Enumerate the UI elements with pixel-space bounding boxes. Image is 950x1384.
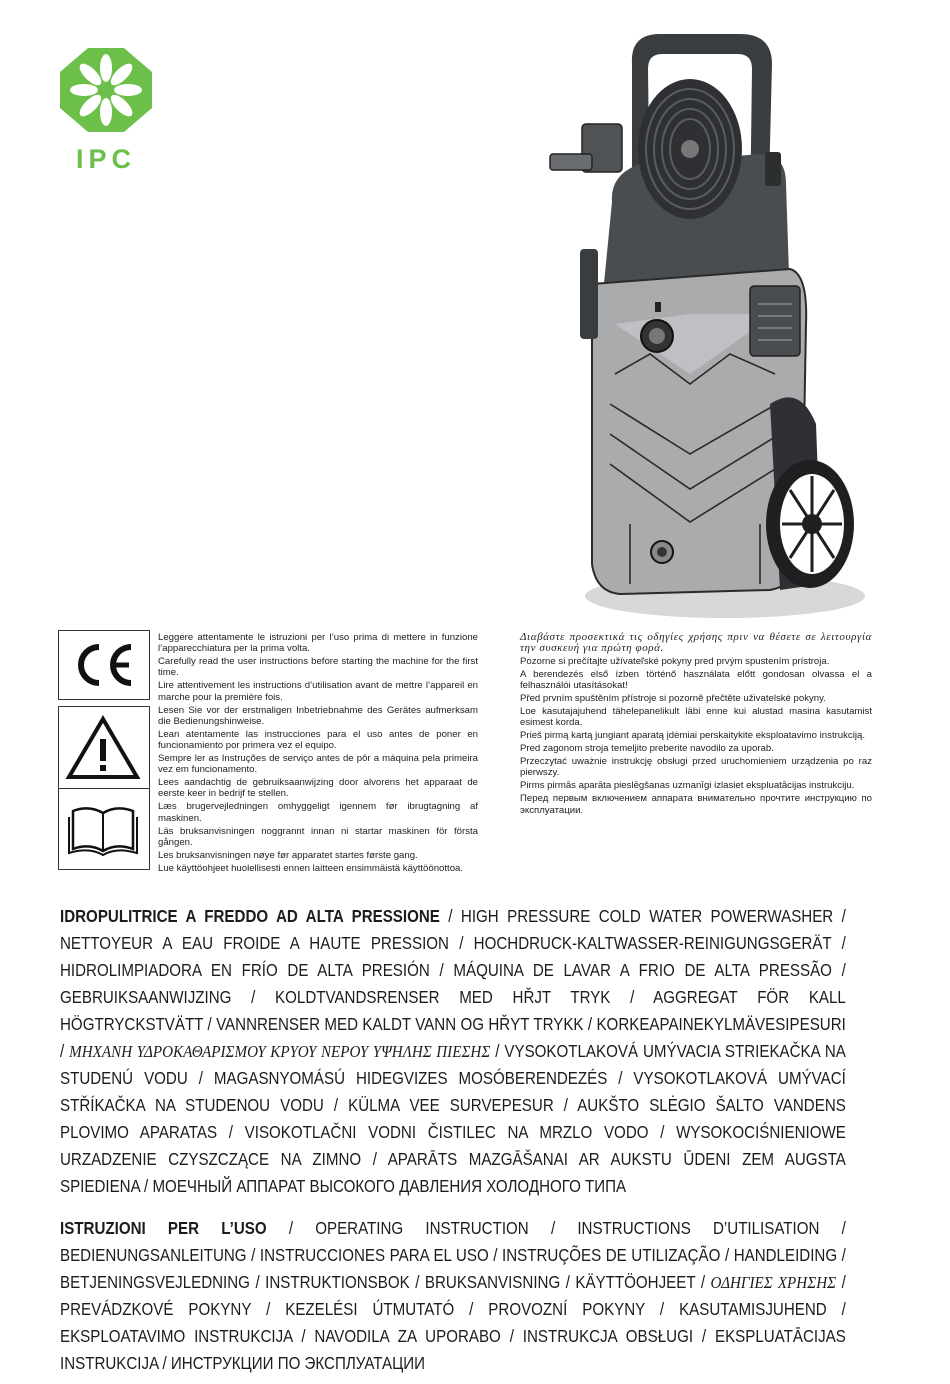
read-manual-book-icon xyxy=(59,789,148,869)
warning-es: Lean atentamente las instrucciones para el uso antes de poner en funcionamiento por primera vez el equipo. xyxy=(158,728,478,752)
warning-fi: Lue käyttöohjeet huolellisesti ennen laitteen ensimmäistä käyttöönottoa. xyxy=(158,862,464,874)
manual-box xyxy=(58,788,150,870)
warning-cs: Před prvním spuštěním přístroje si pozorně přečtěte uživatelské pokyny. xyxy=(520,693,826,705)
logo-text: IPC xyxy=(75,144,136,174)
instructions-translations-1: / OPERATING INSTRUCTION / INSTRUCTIONS D’UTILISATION / BEDIENUNGSANLEITUNG / INSTRUCCIONES PARA EL USO / INSTRUÇÕES DE UTILIZAÇÃO / HANDLEIDING / BETJENINGSVEJLEDNING / INSTRUKTIONSBOK / BRUKSANVISNING / KÄYTTÖOHJEET / xyxy=(60,1218,846,1292)
warning-et: Loe kasutajajuhend tähelepanelikult läbi enne kui alustad masina kasutamist esimest korda. xyxy=(520,706,872,729)
warning-ru: Перед первым включением аппарата внимательно прочтите инструкцию по эксплуатации. xyxy=(520,793,872,816)
instructions-title-block xyxy=(60,1215,846,1377)
warning-nl: Lees aandachtig de gebruiksaanwijzing door alvorens het apparaat de eerste keer in bedrijf te stellen. xyxy=(158,777,478,800)
product-title-translations-1: / HIGH PRESSURE COLD WATER POWERWASHER / NETTOYEUR A EAU FROIDE A HAUTE PRESSION / HOCHDRUCK-KALTWASSER-REINIGUNGSGERÄT / HIDROLIMPIADORA EN FRÍO DE ALTA PRESIÓN / MÁQUINA DE LAVAR A FRIO DE ALTA PRESSÃO / GEBRUIKSAANWIJZING / KOLDTVANDSRENSER MED HŘJT TRYK / AGGREGAT FÖR KALL HÖGTRYCKSTVÄTT / VANNRENSER MED KALDT VANN OG HŘYT TRYKK / KORKEAPAINEKYLMÄVESIPESURI / xyxy=(60,906,846,1061)
ipc-logo xyxy=(52,42,160,182)
warning-de: Lesen Sie vor der erstmaligen Inbetriebnahme des Gerätes aufmerksam die Bedienungshinweise. xyxy=(158,704,478,727)
product-title-translations-2: / VYSOKOTLAKOVÁ UMÝVACIA STRIEKAČKA NA STUDENÚ VODU / MAGASNYOMÁSÚ HIDEGVIZES MOSÓBERENDEZÉS / VYSOKOTLAKOVÁ UMÝVACÍ STŘÍKAČKA NA STUDENOU VODU / KÜLMA VEE SURVEPESUR / AUKŠTO SLĖGIO ŠALTO VANDENS PLOVIMO APARATAS / VISOKOTLAČNI VODNI ČISTILEC NA MRZLO VODO / WYSOKOCIŚNIENIOWE URZADZENIE CZYSZCZĄCE NA ZIMNO / APARĀTS MAZGĀŠANAI AR AUKSTU ŪDENI ZEM AUGSTA SPIEDIENA / МОЕЧНЫЙ АППАРАТ ВЫСОКОГО ДАВЛЕНИЯ ХОЛОДНОГО ТИПА xyxy=(60,1041,846,1196)
warning-hu: A berendezés első ízben történő használata előtt gondosan olvassa el a felhasználói utasításokat! xyxy=(520,669,872,692)
ipc-flower-icon xyxy=(52,42,160,142)
instructions-title-italian: ISTRUZIONI PER L’USO xyxy=(60,1218,267,1238)
safety-symbols xyxy=(58,630,150,870)
warning-no: Les bruksanvisningen nøye før apparatet startes første gang. xyxy=(158,849,418,861)
instructions-greek: ΟΔΗΓΙΕΣ ΧΡΗΣΗΣ xyxy=(710,1273,837,1292)
warning-triangle-icon xyxy=(59,707,148,787)
warning-en: Carefully read the user instructions before starting the machine for the first time. xyxy=(158,656,478,679)
warning-lv: Pirms pirmās aparāta pieslēgšanas uzmanīgi izlasiet ekspluatācijas instrukciju. xyxy=(520,780,855,792)
warning-fr: Lire attentivement les instructions d’utilisation avant de mettre l’appareil en marche pour la première fois. xyxy=(158,680,478,703)
warning-pt: Sempre ler as Instruções de serviço antes de pôr a máquina pela primeira vez em funcionamento. xyxy=(158,752,478,776)
warning-da: Læs brugervejledningen omhyggeligt igennem før ibrugtagning af maskinen. xyxy=(158,801,478,824)
powerwasher-illustration xyxy=(540,24,870,624)
warning-sl: Pred zagonom stroja temeljito preberite navodilo za uporab. xyxy=(520,743,774,755)
warning-pl: Przeczytać uważnie instrukcję obsługi przed uruchomieniem urządzenia po raz pierwszy. xyxy=(520,756,872,779)
warning-el: Διαβάστε προσεκτικά τις οδηγίες χρήσης πριν να θέσετε σε λειτουργία την συσκευή για πρώτη φορά. xyxy=(520,631,872,655)
warning-sk: Pozorne si prečítajte užívateľské pokyny pred prvým spustením prístroja. xyxy=(520,656,830,668)
product-title-greek: ΜΗΧΑΝΗ ΥΔΡΟΚΑΘΑΡΙΣΜΟΥ ΚΡΥΟΥ ΝΕΡΟΥ ΥΨΗΛΗΣ ΠΙΕΣΗΣ xyxy=(69,1042,491,1061)
warnings-left-column xyxy=(158,632,478,875)
instructions-translations-2: / PREVÁDZKOVÉ POKYNY / KEZELÉSI ÚTMUTATÓ / PROVOZNÍ POKYNY / KASUTAMISJUHEND / EKSPLOATAVIMO INSTRUKCIJA / NAVODILA ZA UPORABO / INSTRUKCJA OBSŁUGI / EKSPLUATĀCIJAS INSTRUKCIJA / ИНСТРУКЦИИ ПО ЭКСПЛУАТАЦИИ xyxy=(60,1272,846,1373)
product-title-block xyxy=(60,903,846,1200)
ce-mark-icon xyxy=(59,631,148,698)
warning-sv: Läs bruksanvisningen noggrannt innan ni startar maskinen för första gången. xyxy=(158,825,478,848)
warning-it: Leggere attentamente le istruzioni per l’uso prima di mettere in funzione l’apparecchiatura per la prima volta. xyxy=(158,632,478,655)
product-title-italian: IDROPULITRICE A FREDDO AD ALTA PRESSIONE xyxy=(60,906,440,926)
warnings-right-column xyxy=(520,632,872,817)
ce-mark-box xyxy=(58,630,150,700)
warning-lt: Prieš pirmą kartą jungiant aparatą įdėmiai perskaitykite eksploatavimo instrukciją. xyxy=(520,730,865,742)
warning-box xyxy=(58,706,150,788)
